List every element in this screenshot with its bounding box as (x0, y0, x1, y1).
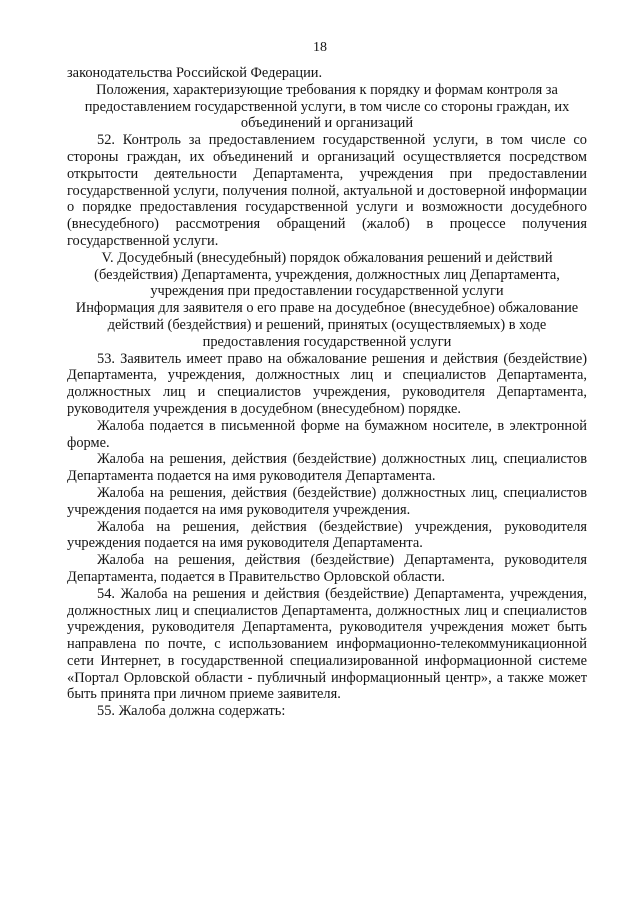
paragraph: Жалоба на решения, действия (бездействие) должностных лиц, специалистов Департамента подается на имя руководителя Департамента. (67, 451, 587, 485)
paragraph: 54. Жалоба на решения и действия (бездействие) Департамента, учреждения, должностных лиц и специалистов Департамента, должностных лиц и специалистов учреждения, руководителя Департамента, руководителя учреждения может быть направлена по почте, с использованием информационно-телекоммуникационной сети Интернет, в государственной специализированной информационной системе «Портал Орловской области - публичный информационный центр», а также может быть принята при личном приеме заявителя. (67, 585, 587, 703)
paragraph: 55. Жалоба должна содержать: (97, 703, 286, 720)
paragraph: Жалоба на решения, действия (бездействие) Департамента, руководителя Департамента, подается в Правительство Орловской области. (67, 552, 587, 585)
info-heading: Информация для заявителя о его праве на досудебное (внесудебное) обжалование действий (бездействия) и решений, принятых (осуществляемых) в ходе предоставления государственной услуги (75, 300, 579, 350)
section-v-title: V. Досудебный (внесудебный) порядок обжалования решений и действий (бездействия) Департамента, учреждения, должностных лиц Департамента, учреждения при предоставлении государственной услуги (94, 249, 560, 300)
section-title-control: Положения, характеризующие требования к порядку и формам контроля за предоставлением государственной услуги, в том числе со стороны граждан, их объединений и организаций (84, 81, 570, 132)
paragraph: Жалоба подается в письменной форме на бумажном носителе, в электронной форме. (67, 417, 587, 451)
paragraph: Жалоба на решения, действия (бездействие) учреждения, руководителя учреждения подается на имя руководителя Департамента. (67, 518, 587, 552)
paragraph: Жалоба на решения, действия (бездействие) должностных лиц, специалистов учреждения подается на имя руководителя учреждения. (67, 484, 587, 518)
document-body (67, 65, 587, 720)
page-number: 18 (313, 40, 327, 55)
lead-text: законодательства Российской Федерации. (67, 65, 323, 81)
paragraph-52: 52. Контроль за предоставлением государственной услуги, в том числе со стороны граждан, их объединений и организаций осуществляется посредством открытости деятельности Департамента, учреждения при предоставлении государственной услуги, получения полной, актуальной и достоверной информации о порядке предоставления государственной услуги и возможности досудебного (внесудебного) рассмотрения обращений (жалоб) в процессе получения государственной услуги. (67, 132, 587, 249)
paragraph: 53. Заявитель имеет право на обжалование решения и действия (бездействие) Департамента, учреждения, должностных лиц и специалистов Департамента, должностных лиц и специалистов учреждения, руководителя Департамента, руководителя учреждения в досудебном (внесудебном) порядке. (67, 350, 587, 417)
